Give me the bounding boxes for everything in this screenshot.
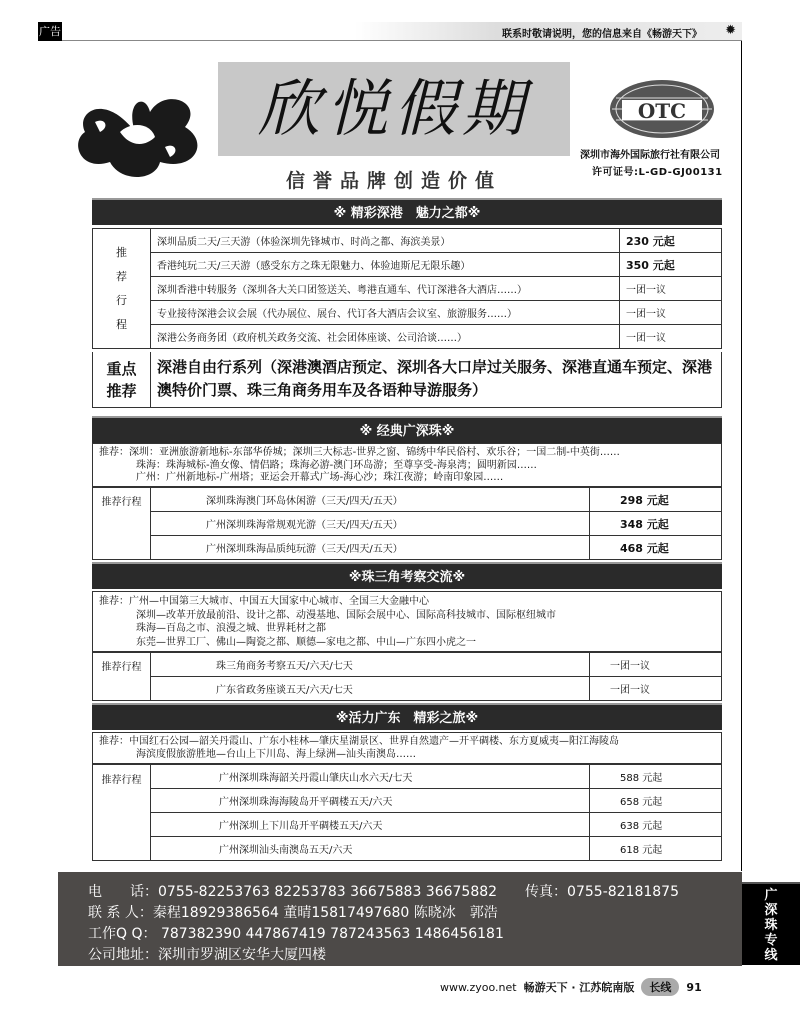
trip-price: 350 元起: [620, 253, 722, 277]
itinerary-table: [92, 652, 722, 701]
otc-logo-text: OTC: [637, 99, 687, 123]
itinerary-table: [92, 487, 722, 560]
rec-line: 推荐：中国红石公园—韶关丹霞山、广东小桂林—肇庆星湖景区、世界自然遗产—开平碉楼、东方夏威夷—阳江海陵岛: [99, 736, 619, 747]
page-number: 91: [686, 981, 702, 994]
table-row: [93, 325, 722, 349]
table-row: [93, 253, 722, 277]
trip-name: 深圳香港中转服务（深圳各大关口团签送关、粤港直通车、代订深港各大酒店……）: [151, 277, 620, 301]
trip-name: 香港纯玩二天/三天游（感受东方之珠无限魅力、体验迪斯尼无限乐趣）: [151, 253, 620, 277]
trip-name: 广州深圳上下川岛开平碉楼五天/六天: [151, 813, 590, 837]
table-row: [93, 512, 722, 536]
ad-tag: 广告: [38, 22, 62, 41]
license-number: 许可证号:L-GD-GJ00131: [592, 167, 723, 178]
itinerary-table: [92, 228, 722, 349]
section-header: ※ 精彩深港 魅力之都※: [92, 198, 722, 225]
slogan: 信誉品牌创造价值: [285, 170, 502, 192]
highlight-text: 深港自由行系列（深港澳酒店预定、深圳各大口岸过关服务、深港直通车预定、深港澳特价门票、珠三角商务用车及各语种导游服务）: [157, 358, 713, 399]
trip-price: 一团一议: [620, 277, 722, 301]
trip-price: 一团一议: [590, 677, 722, 701]
trip-name: 广州深圳珠海常规观光游（三天/四天/五天）: [151, 512, 590, 536]
recommendation-text: [92, 732, 722, 764]
section-header: ※ 经典广深珠※: [92, 416, 722, 443]
trip-price: 一团一议: [590, 653, 722, 677]
contact-people: 联 系 人：秦程18929386564 董晴15817497680 陈晓冰 郭浩: [88, 905, 498, 921]
table-row: [93, 536, 722, 560]
trip-name: 广州深圳汕头南澳岛五天/六天: [151, 837, 590, 861]
rec-line: 广州：广州新地标-广州塔；亚运会开幕式广场-海心沙；珠江夜游；岭南印象园……: [136, 472, 504, 483]
rec-line: 深圳—改革开放最前沿、设计之都、动漫基地、国际会展中心、国际高科技城市、国际枢纽城市: [136, 609, 556, 621]
trip-name: 专业接待深港会议会展（代办展位、展台、代订各大酒店会议室、旅游服务……）: [151, 301, 620, 325]
trip-name: 广东省政务座谈五天/六天/七天: [151, 677, 590, 701]
rec-line: 推荐：深圳：亚洲旅游新地标-东部华侨城；深圳三大标志-世界之窗、锦绣中华民俗村、欢乐谷；一国二制-中英街……: [99, 447, 620, 458]
contact-panel: [58, 872, 742, 966]
company-name: 深圳市海外国际旅行社有限公司: [580, 150, 720, 161]
rec-line: 推荐：广州—中国第三大城市、中国五大国家中心城市、全国三大金融中心: [99, 596, 429, 607]
trip-price: 658 元起: [590, 789, 722, 813]
trip-name: 广州深圳珠海海陵岛开平碉楼五天/六天: [151, 789, 590, 813]
table-row: [93, 789, 722, 813]
source-note: 联系时敬请说明，您的信息来自《畅游天下》: [502, 29, 702, 40]
trip-price: 468 元起: [590, 536, 722, 560]
trip-name: 广州深圳珠海品质纯玩游（三天/四天/五天）: [151, 536, 590, 560]
section-header: ※活力广东 精彩之旅※: [92, 703, 722, 730]
qq-line: 工作Q Q： 787382390 447867419 787243563 1486456181: [88, 926, 504, 942]
section-header: ※珠三角考察交流※: [92, 562, 722, 589]
trip-price: 一团一议: [620, 301, 722, 325]
rec-line: 珠海—百岛之市、浪漫之城、世界耗材之都: [136, 623, 326, 634]
otc-globe-logo-icon: [608, 78, 716, 140]
table-row: [93, 229, 722, 253]
side-label: 推荐行程: [93, 653, 151, 701]
trip-name: 深圳珠海澳门环岛休闲游（三天/四天/五天）: [151, 488, 590, 512]
section-side-tab: [742, 882, 800, 965]
table-row: [93, 488, 722, 512]
rec-line: 海滨度假旅游胜地—台山上下川岛、海上绿洲—汕头南澳岛……: [136, 748, 416, 760]
table-row: [93, 765, 722, 789]
side-label: 推 荐 行 程: [93, 229, 151, 349]
address-line: 公司地址：深圳市罗湖区安华大厦四楼: [88, 947, 326, 963]
flower-logo-icon: [65, 82, 215, 187]
side-tab-label: 广深珠专线: [764, 888, 778, 963]
highlight-label: 重点推荐: [93, 352, 151, 407]
trip-price: 588 元起: [590, 765, 722, 789]
table-row: [93, 301, 722, 325]
category-pill: 长线: [641, 978, 679, 996]
bug-mascot-icon: ✹: [725, 23, 736, 38]
trip-price: 348 元起: [590, 512, 722, 536]
website-link[interactable]: www.zyoo.net: [440, 981, 517, 994]
trip-price: 230 元起: [620, 229, 722, 253]
rec-line: 珠海：珠海城标-渔女像、情侣路；珠海必游-澳门环岛游；至尊享受-海泉湾；圆明新园……: [136, 459, 537, 471]
publication-name: 畅游天下 · 江苏皖南版: [523, 981, 635, 994]
trip-name: 珠三角商务考察五天/六天/七天: [151, 653, 590, 677]
recommendation-text: [92, 443, 722, 487]
side-label: 推荐行程: [93, 488, 151, 560]
table-row: [93, 813, 722, 837]
itinerary-table: [92, 764, 722, 861]
table-row: [93, 677, 722, 701]
table-row: [93, 837, 722, 861]
table-row: [93, 277, 722, 301]
trip-name: 广州深圳珠海韶关丹霞山肇庆山水六天/七天: [151, 765, 590, 789]
phone-line: 电 话：0755-82253763 82253783 36675883 36675882 传真：0755-82181875: [88, 884, 680, 900]
trip-price: 一团一议: [620, 325, 722, 349]
brand-title: 欣悦假期: [218, 62, 570, 156]
trip-name: 深港公务商务团（政府机关政务交流、社会团体座谈、公司洽谈……）: [151, 325, 620, 349]
trip-price: 618 元起: [590, 837, 722, 861]
rec-line: 东莞—世界工厂、佛山—陶瓷之都、顺德—家电之都、中山—广东四小虎之一: [136, 636, 476, 648]
page-footer: [440, 978, 702, 996]
table-row: [93, 653, 722, 677]
side-label: 推荐行程: [93, 765, 151, 861]
trip-price: 638 元起: [590, 813, 722, 837]
top-bar: [38, 22, 742, 41]
trip-name: 深圳品质二天/三天游（体验深圳先锋城市、时尚之都、海滨美景）: [151, 229, 620, 253]
trip-price: 298 元起: [590, 488, 722, 512]
highlight-row: [92, 352, 722, 408]
recommendation-text: [92, 591, 722, 652]
